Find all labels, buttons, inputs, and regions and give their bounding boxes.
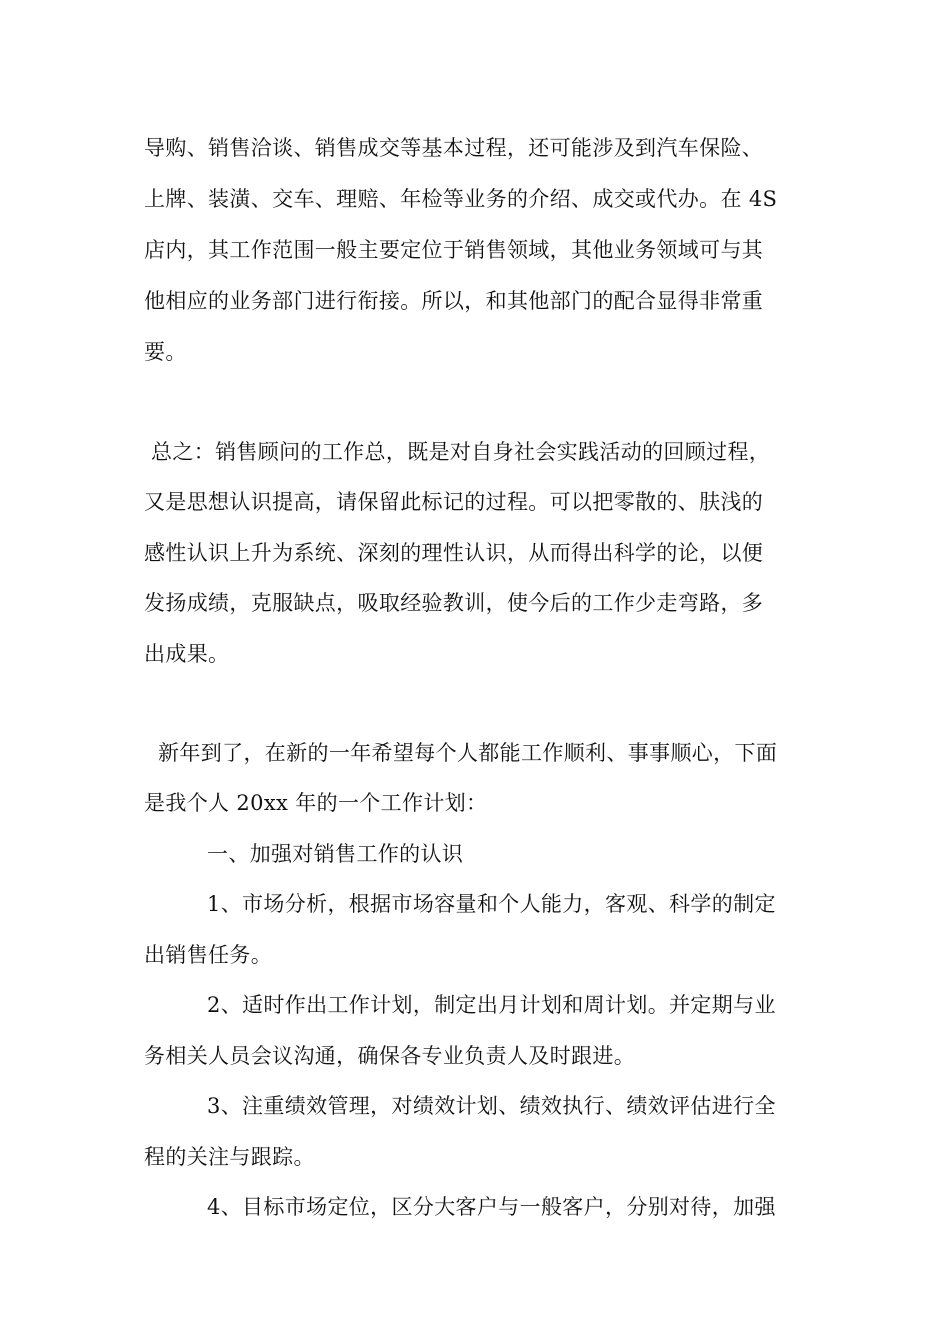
text-line: 要。 <box>144 340 187 364</box>
text-line: 他相应的业务部门进行衔接。所以，和其他部门的配合显得非常重 <box>144 289 764 313</box>
text-line: 4、目标市场定位，区分大客户与一般客户，分别对待，加强 <box>207 1195 776 1219</box>
text-line: 发扬成绩，克服缺点，吸取经验教训，使今后的工作少走弯路，多 <box>144 591 764 615</box>
text-line: 出成果。 <box>144 642 230 666</box>
text-line: 是我个人 20xx 年的一个工作计划： <box>144 791 488 815</box>
text-line: 程的关注与跟踪。 <box>144 1145 315 1169</box>
text-line: 出销售任务。 <box>144 943 273 967</box>
text-line: 导购、销售洽谈、销售成交等基本过程，还可能涉及到汽车保险、 <box>144 136 764 160</box>
text-line: 又是思想认识提高，请保留此标记的过程。可以把零散的、肤浅的 <box>144 490 764 514</box>
text-line: 2、适时作出工作计划，制定出月计划和周计划。并定期与业 <box>207 993 776 1017</box>
text-line: 3、注重绩效管理，对绩效计划、绩效执行、绩效评估进行全 <box>207 1094 776 1118</box>
text-line: 店内，其工作范围一般主要定位于销售领域，其他业务领域可与其 <box>144 238 764 262</box>
text-line: 1、市场分析，根据市场容量和个人能力，客观、科学的制定 <box>207 892 776 916</box>
text-line: 上牌、装潢、交车、理赔、年检等业务的介绍、成交或代办。在 4S <box>144 187 778 211</box>
text-line: 务相关人员会议沟通，确保各专业负责人及时跟进。 <box>144 1044 636 1068</box>
section-heading: 一、加强对销售工作的认识 <box>207 842 464 866</box>
text-line: 感性认识上升为系统、深刻的理性认识，从而得出科学的论，以便 <box>144 541 764 565</box>
text-line: 新年到了，在新的一年希望每个人都能工作顺利、事事顺心，下面 <box>144 741 778 765</box>
text-line: 总之：销售顾问的工作总，既是对自身社会实践活动的回顾过程， <box>144 440 771 464</box>
